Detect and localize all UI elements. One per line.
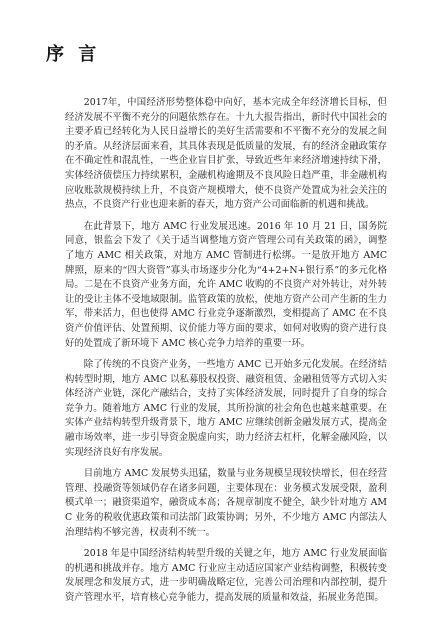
paragraph-5: 2018 年是中国经济结构转型升级的关键之年，地方 AMC 行业发展面临的机遇和挑战并存。地方 AMC 行业应主动适应国家产业结构调整，积极转变发展理念和发展方式，进一步明确战略定位，完善公司治理和内部控制，提升资产管理水平，培育核心竞争能力，提高发展的质量和效益，拓展业务范围。: [65, 548, 387, 603]
preface-body: [65, 96, 387, 606]
paragraph-1: 2017年，中国经济形势整体稳中向好，基本完成全年经济增长目标，但经济发展不平衡不充分的问题依然存在。十九大报告指出，新时代中国社会的主要矛盾已经转化为人民日益增长的美好生活需要和不平衡不充分的发展之间的矛盾。从经济层面来看，其具体表现是低质量的发展，有的经济金融政策存在不确定性和混乱性，一些企业盲目扩张，导致近些年来经济增速持续下滑，实体经济债偿压力持续累积，金融机构逾期及不良风险日趋严重，非金融机构应收账款规模持续上升，不良资产规模增大，使不良资产处置成为社会关注的热点，不良资产行业也迎来新的春天，地方资产公司面临新的机遇和挑战。: [65, 97, 387, 211]
paragraph-2: 在此背景下，地方 AMC 行业发展迅速。2016 年 10 月 21 日，国务院同意，银监会下发了《关于适当调整地方资产管理公司有关政策的函》，调整了地方 AMC 相关政策，对地方 AMC 管制进行松绑。一是放开地方 AMC 牌照，原来的“四大资管”寡头市场逐步分化为“4+2+N+银行系”的多元化格局。二是在不良资产业务方面，允许 AMC 收购的不良资产对外转让，对外转让的受让主体不受地域限制。监管政策的放松，使地方资产公司产生新的生力军，带来活力，但也使得 AMC 行业竞争逐渐激烈，变相提高了 AMC 在不良资产价值评估、处置预期、议价能力等方面的要求，如何对收购的资产进行良好的处置成了新环境下 AMC 核心竞争力培养的重要一环。: [65, 220, 387, 349]
page-title: 序 言: [46, 44, 101, 65]
paragraph-3: 除了传统的不良资产业务，一些地方 AMC 已开始多元化发展。在经济结构转型时期，地方 AMC 以私募股权投资、融资租赁、金融租赁等方式切入实体经济产业链，深化产融结合，支持了实体经济发展，同时提升了自身的综合竞争力。随着地方 AMC 行业的发展，其所扮演的社会角色也越来越重要。在实体产业结构转型升级背景下，地方 AMC 应继续创新金融发展方式，提高金融市场效率，进一步引导资金脱虚向实，助力经济去杠杆，化解金融风险，以实现经济良好有序发展。: [65, 359, 387, 458]
paragraph-4: 目前地方 AMC 发展势头迅猛，数量与业务规模呈现较快增长，但在经营管理、投融资等领域仍存在诸多问题，主要体现在：业务模式发展受限，盈利模式单一；融资渠道窄，融资成本高；各规章制度不健全，缺少针对地方 AMC 业务的税收优惠政策和司法部门政策协调；另外，不少地方 AMC 内部法人治理结构不够完善，权责利不统一。: [65, 468, 387, 538]
